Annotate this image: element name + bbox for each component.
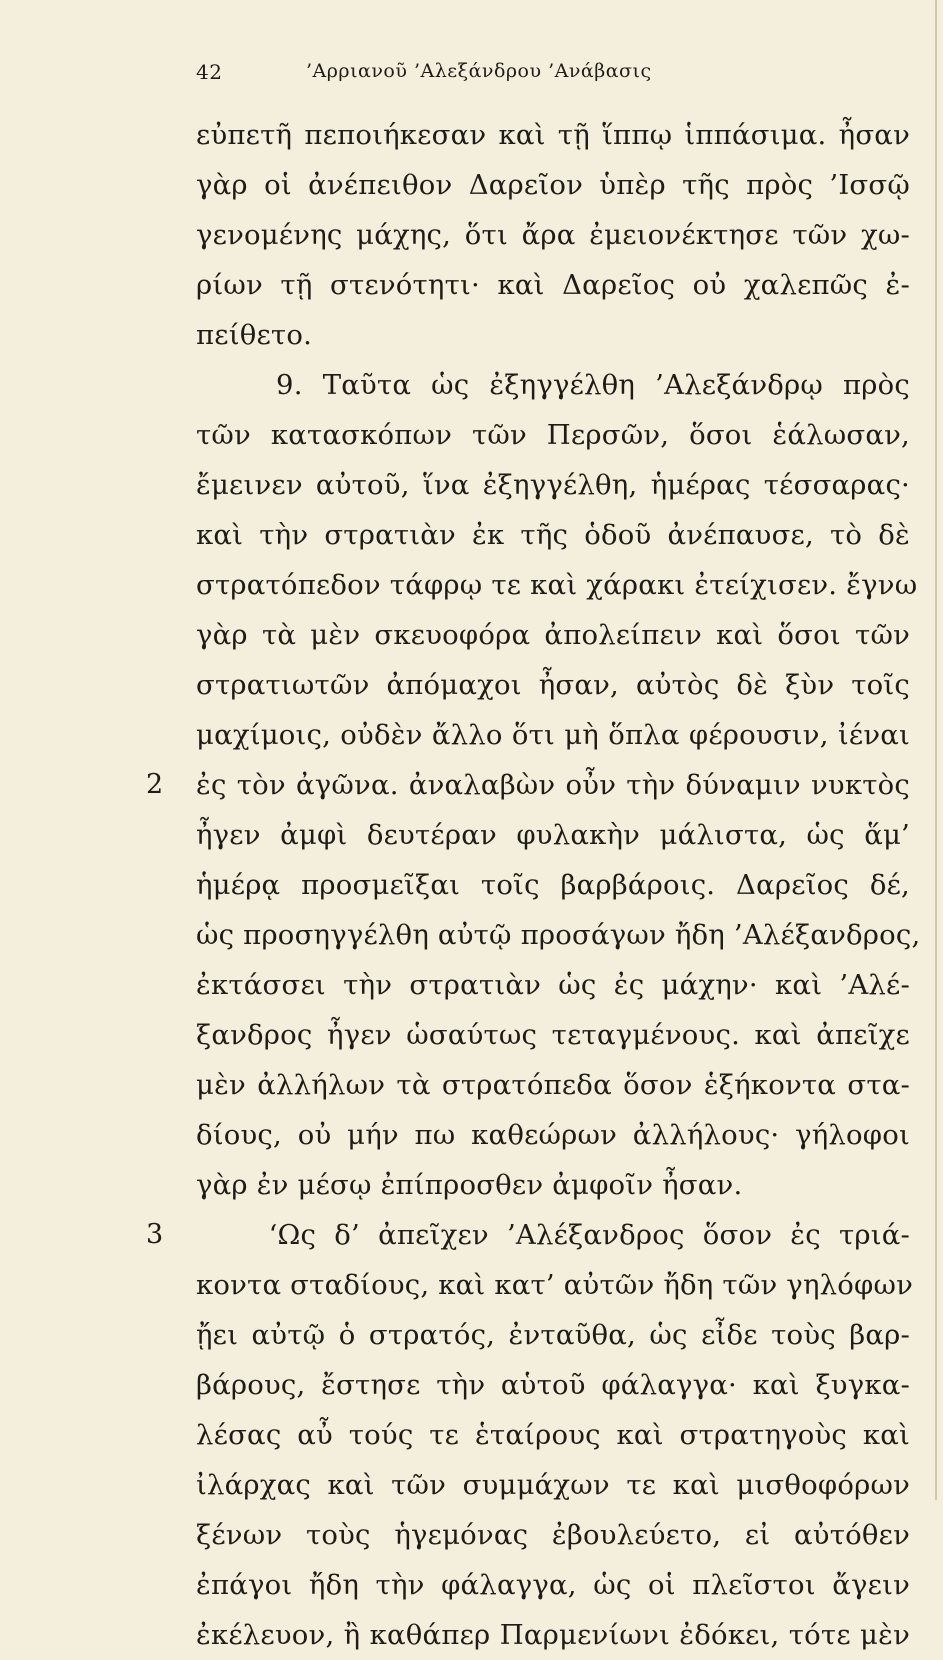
line-text: καὶ τὴν στρατιὰν ἐκ τῆς ὁδοῦ ἀνέπαυσε, τὸ δὲ: [196, 519, 910, 551]
text-line: [196, 1010, 910, 1060]
text-line: [196, 1360, 910, 1410]
line-text: ξένων τοὺς ἡγεμόνας ἐβουλεύετο, εἰ αὐτόθεν: [196, 1519, 910, 1551]
text-line: [196, 610, 910, 660]
line-text: ἡμέρᾳ προσμεῖξαι τοῖς βαρβάροις. Δαρεῖος δέ,: [196, 869, 910, 901]
text-line: [196, 810, 910, 860]
line-text: τῶν κατασκόπων τῶν Περσῶν, ὅσοι ἑάλωσαν,: [196, 419, 910, 451]
line-text: στρατιωτῶν ἀπόμαχοι ἦσαν, αὐτὸς δὲ ξὺν τοῖς: [196, 669, 910, 701]
line-text: ἐκτάσσει τὴν στρατιὰν ὡς ἐς μάχην· καὶ ’Αλέ-: [196, 969, 910, 1001]
line-text: γὰρ τὰ μὲν σκευοφόρα ἀπολείπειν καὶ ὅσοι τῶν: [196, 619, 910, 651]
section-number: 3: [146, 1219, 164, 1250]
text-line: [196, 460, 910, 510]
line-text: πείθετο.: [196, 319, 313, 351]
line-text: ‘Ως δ’ ἀπεῖχεν ’Αλέξανδρος ὅσον ἐς τριά-: [196, 1219, 910, 1251]
text-line: [196, 260, 910, 310]
line-text: ξανδρος ἦγεν ὡσαύτως τεταγμένους. καὶ ἀπεῖχε: [196, 1019, 910, 1051]
text-line: [196, 1410, 910, 1460]
text-line: [196, 1310, 910, 1360]
line-text: ἰλάρχας καὶ τῶν συμμάχων τε καὶ μισθοφόρων: [196, 1469, 910, 1501]
line-text: ἐς τὸν ἀγῶνα. ἀναλαβὼν οὖν τὴν δύναμιν νυκτὸς: [196, 769, 910, 801]
text-line: [196, 310, 910, 360]
text-line: [196, 360, 910, 410]
page-number: 42: [196, 60, 223, 84]
text-line: [196, 1160, 910, 1210]
line-text: κοντα σταδίους, καὶ κατ’ αὐτῶν ἤδη τῶν γηλόφων: [196, 1269, 914, 1301]
line-text: λέσας αὖ τούς τε ἑταίρους καὶ στρατηγοὺς καὶ: [196, 1419, 910, 1451]
line-text: μὲν ἀλλήλων τὰ στρατόπεδα ὅσον ἑξήκοντα στα-: [196, 1069, 910, 1101]
text-line: [196, 710, 910, 760]
running-title: ’Αρριανοῦ ’Αλεξάνδρου ’Ανάβασις: [306, 60, 652, 82]
line-text: γενομένης μάχης, ὅτι ἄρα ἐμειονέκτησε τῶν χω-: [196, 219, 910, 251]
text-line: [196, 960, 910, 1010]
text-line: [196, 560, 918, 610]
line-text: ἦγεν ἀμφὶ δευτέραν φυλακὴν μάλιστα, ὡς ἅμ’: [196, 819, 910, 851]
text-line: [196, 660, 910, 710]
line-text: δίους, οὐ μήν πω καθεώρων ἀλλήλους· γήλοφοι: [196, 1119, 910, 1151]
line-text: γὰρ οἱ ἀνέπειθον Δαρεῖον ὑπὲρ τῆς πρὸς ’Ισσῷ: [196, 169, 910, 201]
text-line: [196, 210, 910, 260]
line-text: βάρους, ἔστησε τὴν αὑτοῦ φάλαγγα· καὶ ξυγκα-: [196, 1369, 910, 1401]
text-line: [196, 1060, 910, 1110]
text-line: [146, 1210, 910, 1260]
line-text: εὐπετῆ πεποιήκεσαν καὶ τῇ ἵππῳ ἱππάσιμα. ἦσαν: [196, 119, 910, 151]
text-line: [146, 760, 910, 810]
line-text: ἐκέλευον, ἢ καθάπερ Παρμενίωνι ἐδόκει, τότε μὲν: [196, 1619, 910, 1651]
text-line: [196, 1110, 910, 1160]
text-line: [196, 1560, 910, 1610]
text-line: [196, 910, 921, 960]
text-line: [196, 110, 910, 160]
text-line: [196, 860, 910, 910]
text-line: [196, 510, 910, 560]
line-text: ἔμεινεν αὐτοῦ, ἵνα ἐξηγγέλθη, ἡμέρας τέσσαρας·: [196, 469, 910, 501]
line-text: ρίων τῇ στενότητι· καὶ Δαρεῖος οὐ χαλεπῶς ἐ-: [196, 269, 910, 301]
line-text: 9. Ταῦτα ὡς ἐξηγγέλθη ’Αλεξάνδρῳ πρὸς: [196, 369, 910, 401]
text-line: [196, 1610, 910, 1660]
page-header: [196, 60, 916, 100]
line-text: ἐπάγοι ἤδη τὴν φάλαγγα, ὡς οἱ πλεῖστοι ἄγειν: [196, 1569, 910, 1601]
line-text: στρατόπεδον τάφρῳ τε καὶ χάρακι ἐτείχισεν. ἔγνω: [196, 569, 918, 601]
text-line: [196, 1460, 910, 1510]
text-line: [196, 1260, 914, 1310]
body-text: [146, 110, 921, 1660]
section-number: 2: [146, 769, 164, 800]
text-line: [196, 410, 910, 460]
line-text: ᾔει αὐτῷ ὁ στρατός, ἐνταῦθα, ὡς εἶδε τοὺς βαρ-: [196, 1319, 910, 1351]
line-text: γὰρ ἐν μέσῳ ἐπίπροσθεν ἀμφοῖν ἦσαν.: [196, 1169, 743, 1201]
text-line: [196, 1510, 910, 1560]
line-text: μαχίμοις, οὐδὲν ἄλλο ὅτι μὴ ὅπλα φέρουσιν, ἰέναι: [196, 719, 910, 751]
text-line: [196, 160, 910, 210]
page-edge-line: [935, 0, 937, 1500]
line-text: ὡς προσηγγέλθη αὐτῷ προσάγων ἤδη ’Αλέξανδρος,: [196, 919, 921, 951]
